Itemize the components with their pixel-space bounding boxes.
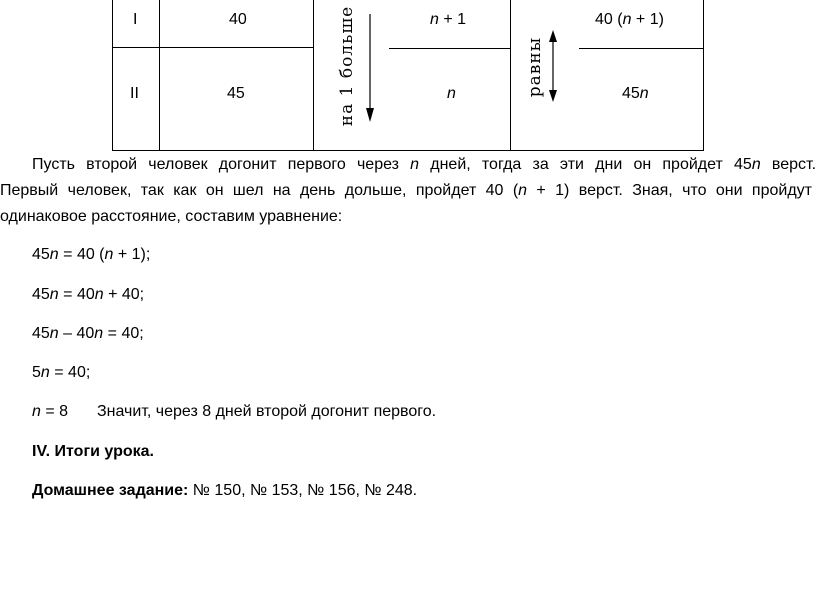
equation-line: 45n – 40n = 40; xyxy=(32,325,144,342)
table-row-divider xyxy=(389,48,510,49)
table-row-divider xyxy=(113,47,159,48)
data-table xyxy=(112,0,704,151)
days-cell: n xyxy=(447,85,456,102)
distance-cell: 45n xyxy=(622,85,649,102)
speed-cell: 40 xyxy=(229,11,247,28)
equation-line: 45n = 40n + 40; xyxy=(32,286,145,303)
summary-heading: IV. Итоги урока. xyxy=(32,443,154,460)
table-divider xyxy=(313,0,314,150)
homework-line xyxy=(32,480,417,502)
rotated-label-days: на 1 больше xyxy=(337,5,357,127)
table-row-divider xyxy=(159,47,313,48)
table-divider xyxy=(510,0,511,150)
equation-line: n = 8 xyxy=(32,403,69,420)
row-label: II xyxy=(130,85,139,102)
paragraph-line: одинаковое расстояние, составим уравнение: xyxy=(0,208,343,225)
row-label: I xyxy=(133,11,138,28)
double-arrow-icon xyxy=(548,30,558,102)
homework-label: Домашнее задание: xyxy=(32,482,189,499)
arrow-down-icon xyxy=(365,14,375,124)
paragraph-line: Пусть второй человек догонит первого через n дней, тогда за эти дни он пройдет 45n верст. xyxy=(32,156,816,173)
equation-line: 45n = 40 (n + 1); xyxy=(32,246,151,263)
days-cell: n + 1 xyxy=(430,11,467,28)
rotated-label-distance: равны xyxy=(525,36,545,98)
table-divider xyxy=(159,0,160,150)
speed-cell: 45 xyxy=(227,85,245,102)
table-row-divider xyxy=(579,48,704,49)
paragraph-line: Первый человек, так как он шел на день дольше, пройдет 40 (n + 1) верст. Зная, что они пройдут xyxy=(0,182,812,199)
equation-line: 5n = 40; xyxy=(32,364,91,381)
distance-cell: 40 (n + 1) xyxy=(595,11,664,28)
homework-tasks: № 150, № 153, № 156, № 248. xyxy=(188,482,418,499)
conclusion-text: Значит, через 8 дней второй догонит первого. xyxy=(97,403,437,420)
